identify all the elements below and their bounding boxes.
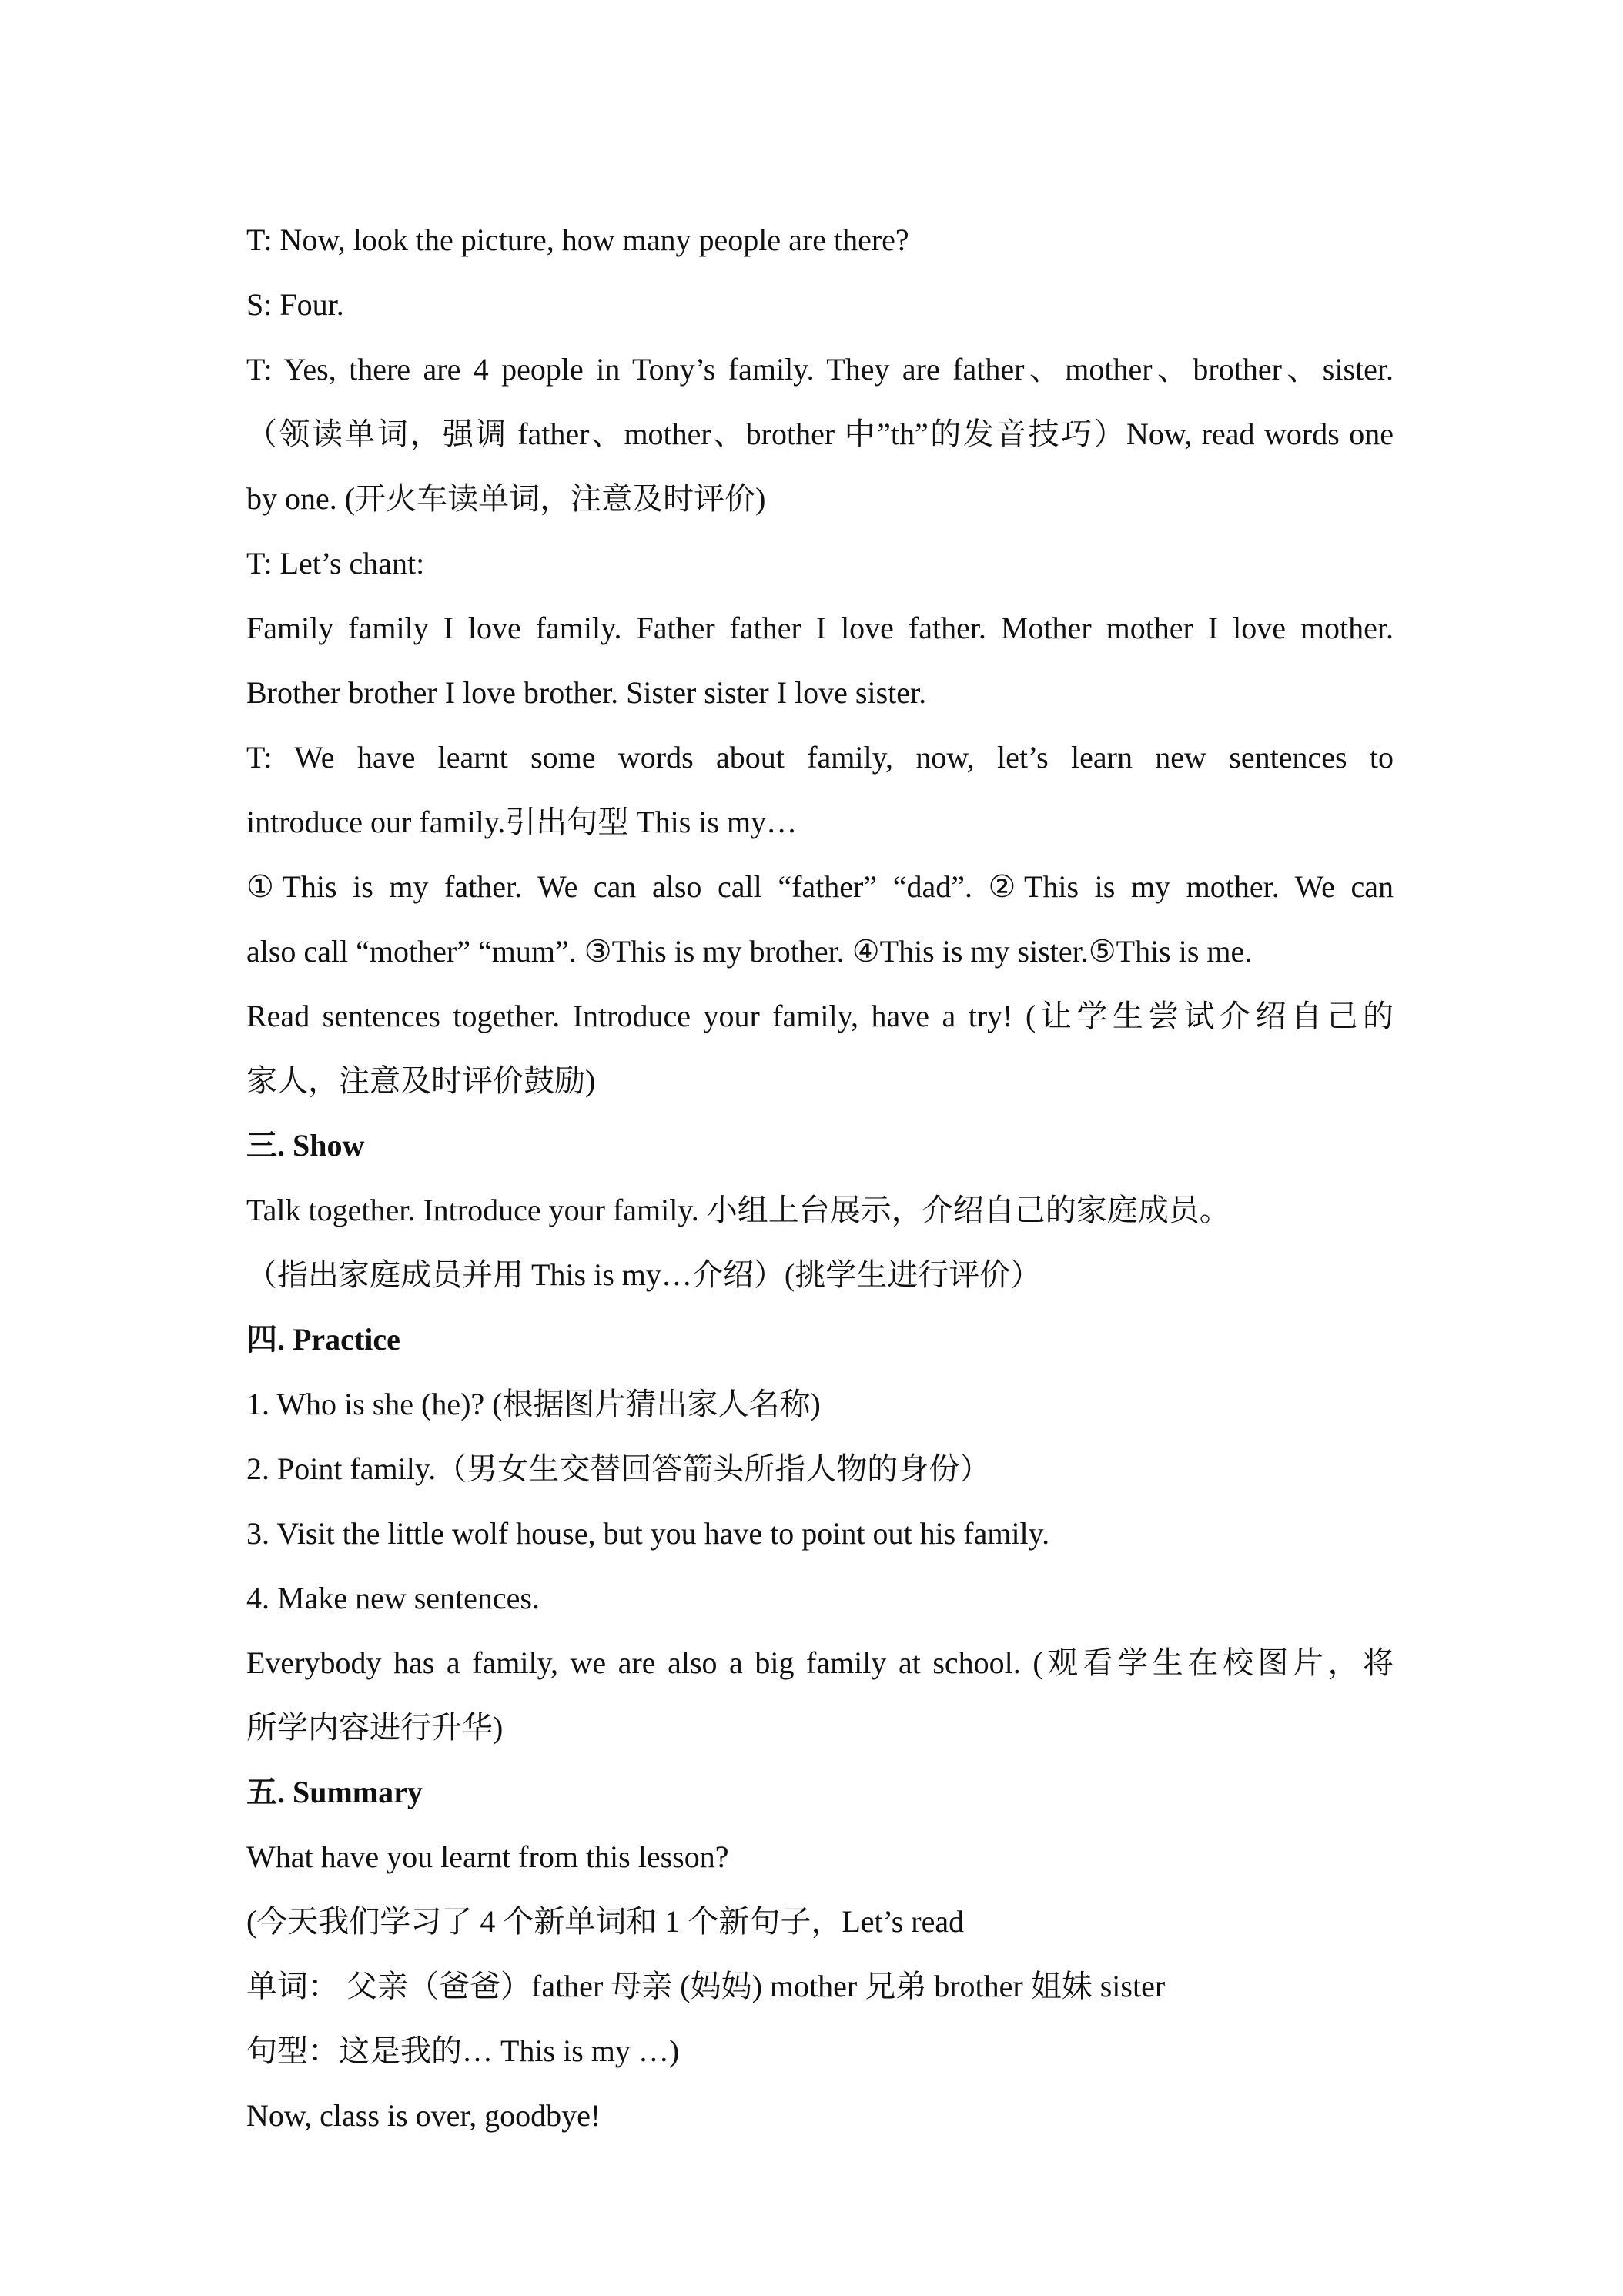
chant-line-2: Brother brother I love brother. Sister sister I love sister.	[246, 675, 927, 710]
section-heading-summary: 五. Summary	[246, 1775, 423, 1809]
example-line-brother-sister: also call “mother” “mum”. ③This is my brother. ④This is my sister.⑤This is me.	[246, 934, 1253, 969]
summary-line-words: 单词： 父亲（爸爸）father 母亲 (妈妈) mother 兄弟 brother 姐妹 sister	[246, 1969, 1166, 2003]
summary-line-question: What have you learnt from this lesson?	[246, 1839, 729, 1874]
section-heading-practice: 四. Practice	[246, 1322, 400, 1357]
dialogue-line-tony-family: T: Yes, there are 4 people in Tony’s family. They are father、mother、brother、sister.	[246, 352, 1394, 387]
instruction-line-one-by-one: by one. (开火车读单词，注意及时评价)	[246, 481, 766, 516]
practice-item-2: 2. Point family.（男女生交替回答箭头所指人物的身份）	[246, 1451, 991, 1486]
practice-item-1: 1. Who is she (he)? (根据图片猜出家人名称)	[246, 1387, 821, 1421]
practice-item-3: 3. Visit the little wolf house, but you have to point out his family.	[246, 1516, 1050, 1551]
dialogue-line-chant: T: Let’s chant:	[246, 546, 425, 581]
dialogue-line-new-sentences: T: We have learnt some words about family, now, let’s learn new sentences to	[246, 740, 1394, 775]
instruction-line-read-words: （领读单词，强调 father、mother、brother 中”th”的发音技巧）Now, read words one	[246, 417, 1394, 451]
instruction-line-sentence-pattern: introduce our family.引出句型 This is my…	[246, 805, 798, 839]
summary-line-sentence: 句型：这是我的… This is my …)	[246, 2033, 680, 2068]
example-line-father-mother: ①This is my father. We can also call “father” “dad”. ②This is my mother. We can	[246, 869, 1394, 904]
instruction-line-encourage: 家人，注意及时评价鼓励)	[246, 1063, 596, 1098]
dialogue-line-answer-four: S: Four.	[246, 287, 344, 322]
practice-line-big-family: Everybody has a family, we are also a big family at school. (观看学生在校图片，将	[246, 1645, 1394, 1680]
summary-line-today-learned: (今天我们学习了 4 个新单词和 1 个新句子，Let’s read	[246, 1904, 965, 1939]
section-heading-show: 三. Show	[246, 1128, 365, 1163]
practice-item-4: 4. Make new sentences.	[246, 1581, 540, 1615]
practice-line-sublimate: 所学内容进行升华)	[246, 1710, 504, 1745]
summary-line-goodbye: Now, class is over, goodbye!	[246, 2098, 601, 2133]
instruction-line-read-together: Read sentences together. Introduce your family, have a try! (让学生尝试介绍自己的	[246, 999, 1394, 1033]
show-line-talk-together: Talk together. Introduce your family. 小组上台展示，介绍自己的家庭成员。	[246, 1193, 1230, 1227]
document-body	[246, 208, 1394, 2148]
chant-line-1: Family family I love family. Father father I love father. Mother mother I love mother.	[246, 611, 1394, 645]
dialogue-line-picture-question: T: Now, look the picture, how many people are there?	[246, 223, 909, 257]
show-line-point-out: （指出家庭成员并用 This is my…介绍）(挑学生进行评价）	[246, 1257, 1042, 1292]
